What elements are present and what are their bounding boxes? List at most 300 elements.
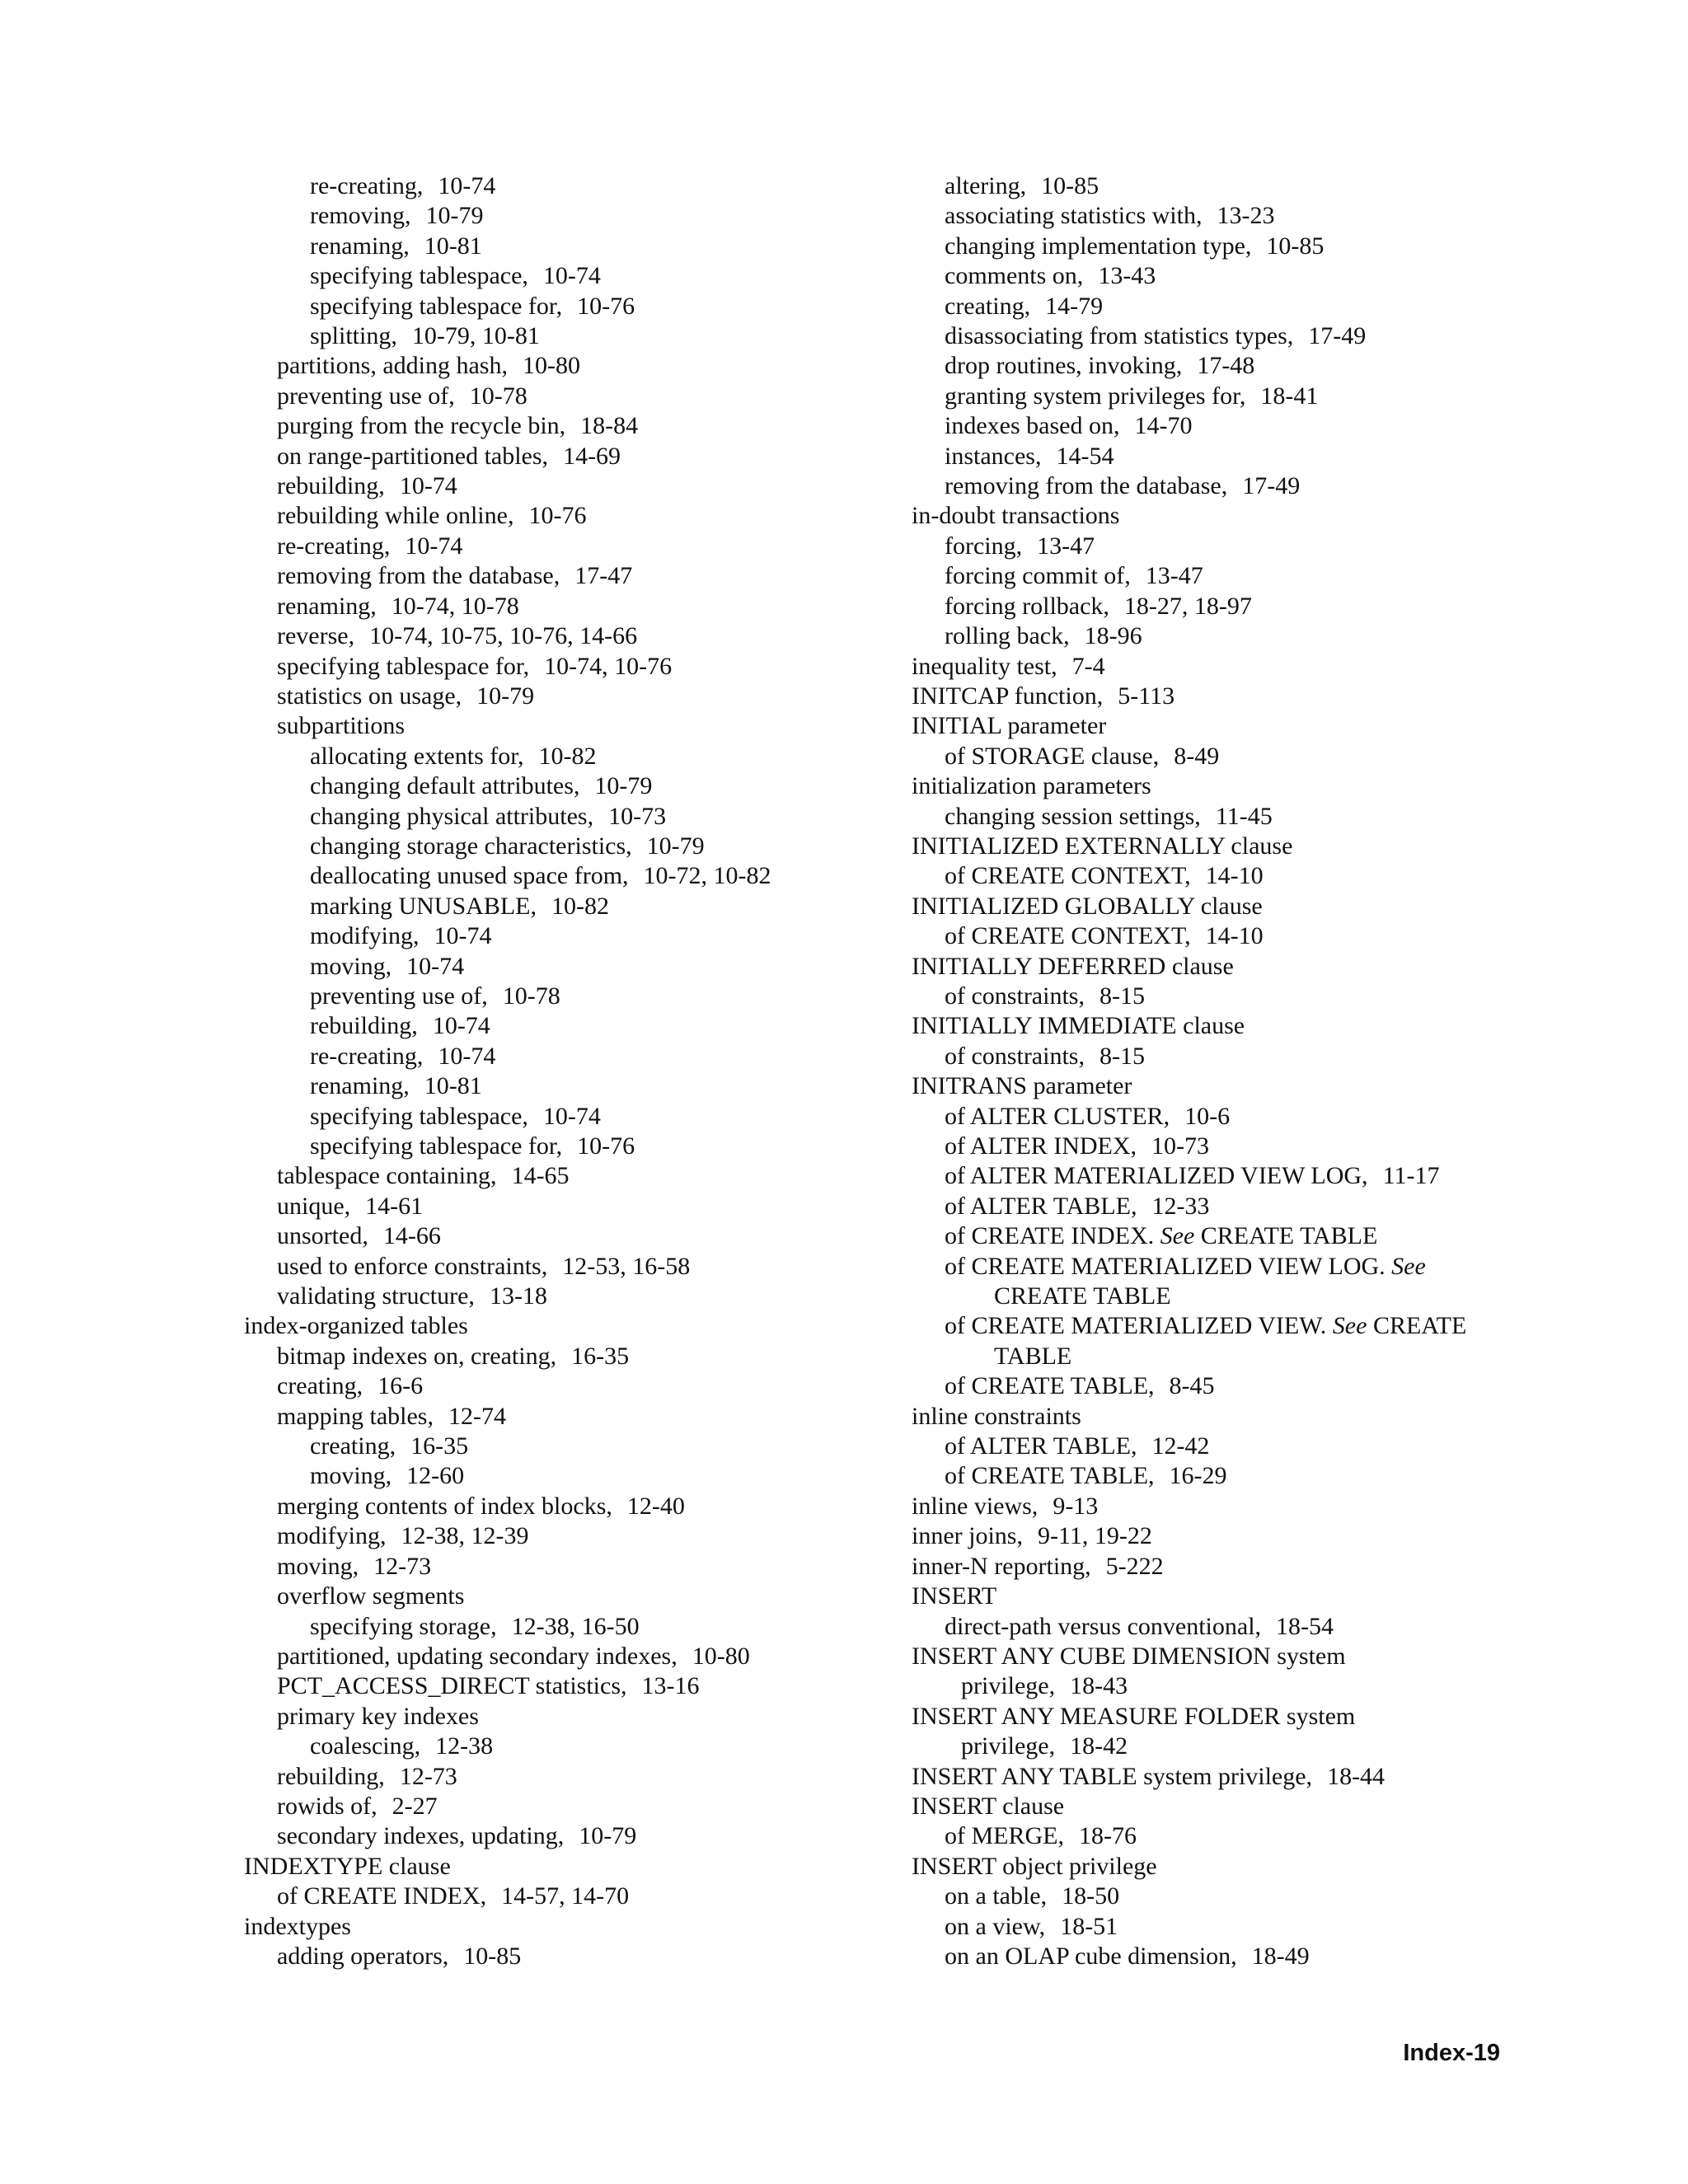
page-references: 10-80	[522, 352, 580, 380]
see-reference-label: See	[1160, 1222, 1195, 1250]
index-entry	[244, 321, 870, 351]
index-entry	[244, 471, 870, 501]
page-references: 12-53, 16-58	[562, 1252, 691, 1280]
index-entry	[244, 1252, 870, 1282]
page-references: 14-10	[1205, 922, 1264, 950]
index-entry	[912, 1492, 1538, 1521]
index-entry	[244, 742, 870, 771]
index-term: privilege,	[961, 1732, 1056, 1760]
page-references: 16-35	[410, 1432, 469, 1460]
index-term: rolling back,	[945, 622, 1070, 650]
index-entry	[244, 532, 870, 561]
index-term: modifying,	[310, 922, 420, 950]
index-term: inline views,	[912, 1492, 1039, 1520]
page-references: 10-79	[646, 832, 705, 860]
index-term: merging contents of index blocks,	[277, 1492, 612, 1520]
index-entry	[912, 1221, 1538, 1251]
index-term: creating,	[310, 1432, 396, 1460]
page-references: 10-6	[1184, 1102, 1231, 1130]
index-entry	[244, 1311, 870, 1341]
page-references: 10-74, 10-76	[544, 652, 673, 680]
index-entry	[244, 802, 870, 832]
index-term: specifying tablespace,	[310, 1102, 528, 1130]
index-term: renaming,	[310, 1072, 410, 1100]
index-term: of constraints,	[945, 982, 1085, 1010]
index-term: changing default attributes,	[310, 772, 580, 800]
index-term: marking UNUSABLE,	[310, 892, 537, 920]
index-term: moving,	[310, 1462, 392, 1490]
index-entry	[244, 171, 870, 201]
index-entry	[912, 471, 1538, 501]
index-entry	[244, 1702, 870, 1732]
index-entry	[912, 711, 1538, 741]
index-entry	[912, 1702, 1538, 1732]
index-entry	[912, 1042, 1538, 1071]
index-entry	[912, 351, 1538, 381]
index-term: modifying,	[277, 1522, 387, 1550]
page-references: 10-78	[502, 982, 560, 1010]
index-term: bitmap indexes on, creating,	[277, 1342, 557, 1370]
index-term: subpartitions	[277, 712, 405, 740]
index-entry	[912, 321, 1538, 351]
page-references: 12-38, 16-50	[511, 1612, 640, 1640]
index-entry	[912, 1882, 1538, 1911]
page-references: 18-27, 18-97	[1123, 592, 1252, 620]
page-references: 13-23	[1217, 202, 1275, 230]
index-entry	[244, 1792, 870, 1821]
index-term: removing from the database,	[277, 562, 560, 590]
index-term: mapping tables,	[277, 1402, 434, 1430]
index-term: of CREATE INDEX.	[945, 1222, 1155, 1250]
index-entry	[912, 1402, 1538, 1432]
index-entry	[244, 1342, 870, 1371]
index-term: overflow segments	[277, 1582, 465, 1610]
index-term: INITIALLY DEFERRED clause	[912, 952, 1234, 980]
index-entry	[912, 952, 1538, 982]
page-references: 14-61	[365, 1192, 424, 1220]
page-references: 10-79	[476, 682, 535, 710]
index-term: secondary indexes, updating,	[277, 1822, 565, 1850]
index-term: granting system privileges for,	[945, 382, 1246, 410]
index-term: in-doubt transactions	[912, 502, 1120, 530]
index-entry	[244, 1882, 870, 1911]
index-term: indextypes	[244, 1912, 351, 1940]
page-references: 5-113	[1118, 682, 1175, 710]
page-references: 18-54	[1276, 1612, 1334, 1640]
index-term: initialization parameters	[912, 772, 1151, 800]
page-references: 18-51	[1060, 1912, 1118, 1940]
index-entry	[912, 1192, 1538, 1221]
index-term: of CREATE CONTEXT,	[945, 862, 1191, 890]
index-entry	[912, 1732, 1538, 1761]
page-references: 10-79	[425, 202, 484, 230]
page-references: 12-74	[448, 1402, 506, 1430]
index-term: tablespace containing,	[277, 1162, 497, 1190]
page-references: 10-74, 10-75, 10-76, 14-66	[369, 622, 638, 650]
page-references: 12-73	[373, 1552, 432, 1580]
index-entry	[244, 1132, 870, 1161]
index-entry	[912, 411, 1538, 441]
index-entry	[244, 1492, 870, 1521]
index-entry	[912, 1852, 1538, 1882]
index-entry	[244, 261, 870, 291]
index-term: INSERT ANY TABLE system privilege,	[912, 1762, 1313, 1790]
index-entry	[912, 742, 1538, 771]
page-references: 10-82	[538, 742, 597, 770]
page-references: 10-74	[542, 262, 601, 290]
index-term: of CREATE MATERIALIZED VIEW.	[945, 1312, 1327, 1340]
page-references: 10-73	[1151, 1132, 1210, 1160]
index-entry	[244, 411, 870, 441]
index-term: rowids of,	[277, 1792, 377, 1820]
index-term: of MERGE,	[945, 1822, 1064, 1850]
index-entry	[244, 652, 870, 682]
page-references: 10-79	[579, 1822, 637, 1850]
index-entry	[244, 1612, 870, 1642]
index-entry	[244, 592, 870, 621]
index-term: INSERT clause	[912, 1792, 1065, 1820]
index-entry	[912, 1552, 1538, 1582]
index-term: preventing use of,	[277, 382, 455, 410]
index-entry	[244, 1521, 870, 1551]
page-references: 10-85	[463, 1942, 522, 1970]
page-references: 10-74, 10-78	[391, 592, 519, 620]
page-references: 10-79, 10-81	[411, 322, 540, 350]
page-references: 12-73	[399, 1762, 457, 1790]
page-references: 12-33	[1151, 1192, 1210, 1220]
index-term: rebuilding,	[277, 472, 385, 500]
index-entry	[244, 1912, 870, 1942]
index-entry	[912, 1252, 1538, 1282]
index-entry	[912, 1371, 1538, 1401]
index-entry	[912, 1132, 1538, 1161]
index-entry	[244, 711, 870, 741]
page-references: 13-16	[641, 1672, 700, 1700]
index-term: adding operators,	[277, 1942, 449, 1970]
index-term: of CREATE INDEX,	[277, 1882, 487, 1910]
page-references: 10-81	[424, 1072, 482, 1100]
index-entry	[912, 1311, 1538, 1341]
page-references: 14-66	[382, 1222, 441, 1250]
page-references: 10-81	[424, 232, 482, 260]
index-entry	[912, 892, 1538, 921]
index-term: index-organized tables	[244, 1312, 468, 1340]
index-term: of CREATE MATERIALIZED VIEW LOG.	[945, 1252, 1386, 1280]
index-term: rebuilding,	[277, 1762, 385, 1790]
page-references: 12-42	[1151, 1432, 1210, 1460]
index-entry	[912, 1161, 1538, 1191]
index-entry	[912, 201, 1538, 231]
index-entry	[244, 892, 870, 921]
index-term: changing implementation type,	[945, 232, 1252, 260]
index-entry	[244, 861, 870, 891]
index-term: inline constraints	[912, 1402, 1081, 1430]
index-entry	[244, 1762, 870, 1792]
index-term: on a table,	[945, 1882, 1048, 1910]
index-entry	[912, 1342, 1538, 1371]
index-entry	[244, 1942, 870, 1971]
page-references: 13-47	[1037, 532, 1095, 560]
index-entry	[912, 1582, 1538, 1611]
index-term: inequality test,	[912, 652, 1057, 680]
index-entry	[912, 1762, 1538, 1792]
index-entry	[244, 561, 870, 591]
page-references: 8-45	[1169, 1372, 1215, 1400]
index-entry	[244, 1552, 870, 1582]
index-entry	[244, 382, 870, 411]
page-references: 7-4	[1071, 652, 1105, 680]
page-references: 18-44	[1327, 1762, 1386, 1790]
index-term: changing session settings,	[945, 802, 1201, 830]
index-term: specifying tablespace,	[310, 262, 528, 290]
index-entry	[244, 1852, 870, 1882]
index-entry	[912, 592, 1538, 621]
index-entry	[912, 171, 1538, 201]
index-term: renaming,	[277, 592, 377, 620]
page-references: 9-11, 19-22	[1038, 1522, 1152, 1550]
page-references: 8-15	[1099, 1042, 1145, 1070]
index-term: INITIALLY IMMEDIATE clause	[912, 1012, 1245, 1040]
page-references: 16-35	[571, 1342, 630, 1370]
index-entry	[912, 532, 1538, 561]
index-term: INSERT	[912, 1582, 997, 1610]
index-term: INDEXTYPE clause	[244, 1852, 451, 1880]
page-references: 10-76	[577, 292, 635, 320]
index-entry	[244, 921, 870, 951]
index-entry	[244, 1821, 870, 1851]
page-references: 12-38, 12-39	[401, 1522, 529, 1550]
index-term: disassociating from statistics types,	[945, 322, 1294, 350]
index-entry	[244, 1161, 870, 1191]
index-term: INITIAL parameter	[912, 712, 1107, 740]
index-entry	[244, 952, 870, 982]
index-term: reverse,	[277, 622, 355, 650]
index-entry	[912, 682, 1538, 711]
index-entry	[244, 501, 870, 531]
index-term: indexes based on,	[945, 412, 1120, 440]
index-term: removing,	[310, 202, 411, 230]
index-entry	[244, 1402, 870, 1432]
index-term: of ALTER MATERIALIZED VIEW LOG,	[945, 1162, 1368, 1190]
index-entry	[244, 232, 870, 261]
page-references: 14-54	[1056, 442, 1114, 470]
page-references: 2-27	[392, 1792, 438, 1820]
index-entry	[244, 1011, 870, 1041]
index-term: preventing use of,	[310, 982, 488, 1010]
index-term: creating,	[277, 1372, 363, 1400]
see-reference-target: CREATE TABLE	[1200, 1222, 1378, 1250]
index-term: INITIALIZED EXTERNALLY clause	[912, 832, 1293, 860]
page-references: 10-85	[1041, 172, 1100, 199]
index-term: comments on,	[945, 262, 1084, 290]
page-references: 10-76	[528, 502, 587, 530]
index-entry	[912, 382, 1538, 411]
page-references: 10-74	[434, 922, 492, 950]
index-term: CREATE TABLE	[994, 1282, 1171, 1310]
page-references: 8-49	[1174, 742, 1220, 770]
index-entry	[912, 652, 1538, 682]
page-references: 10-85	[1266, 232, 1325, 260]
index-term: purging from the recycle bin,	[277, 412, 566, 440]
index-term: coalescing,	[310, 1732, 421, 1760]
index-entry	[244, 1042, 870, 1071]
index-entry	[244, 201, 870, 231]
index-term: on a view,	[945, 1912, 1046, 1940]
index-entry	[912, 1821, 1538, 1851]
index-term: changing physical attributes,	[310, 802, 594, 830]
index-term: INITCAP function,	[912, 682, 1104, 710]
index-term: forcing,	[945, 532, 1023, 560]
page-references: 10-72, 10-82	[643, 862, 771, 890]
page-references: 13-43	[1098, 262, 1156, 290]
page-references: 18-49	[1251, 1942, 1310, 1970]
page-references: 18-76	[1079, 1822, 1137, 1850]
index-term: direct-path versus conventional,	[945, 1612, 1262, 1640]
index-entry	[912, 982, 1538, 1011]
page-references: 17-47	[574, 562, 633, 590]
index-entry	[912, 232, 1538, 261]
index-entry	[244, 982, 870, 1011]
index-term: on range-partitioned tables,	[277, 442, 549, 470]
page-references: 10-74	[406, 952, 465, 980]
index-entry	[912, 501, 1538, 531]
page-references: 8-15	[1099, 982, 1145, 1010]
index-entry	[912, 771, 1538, 801]
page-references: 14-10	[1205, 862, 1264, 890]
page-references: 16-29	[1169, 1462, 1227, 1490]
page-references: 10-74	[405, 532, 463, 560]
page-references: 18-96	[1084, 622, 1142, 650]
index-entry	[244, 1432, 870, 1461]
page-references: 17-48	[1197, 352, 1255, 380]
index-term: privilege,	[961, 1672, 1056, 1700]
index-entry	[244, 1282, 870, 1311]
index-term: PCT_ACCESS_DIRECT statistics,	[277, 1672, 627, 1700]
page-references: 14-57, 14-70	[501, 1882, 630, 1910]
index-entry	[244, 442, 870, 471]
page-references: 17-49	[1308, 322, 1367, 350]
index-term: unsorted,	[277, 1222, 368, 1250]
index-term: partitions, adding hash,	[277, 352, 508, 380]
page-number: Index-19	[1403, 2040, 1500, 2066]
page-references: 10-74	[542, 1102, 601, 1130]
index-term: INITRANS parameter	[912, 1072, 1132, 1100]
index-term: statistics on usage,	[277, 682, 462, 710]
index-term: associating statistics with,	[945, 202, 1203, 230]
index-term: moving,	[277, 1552, 359, 1580]
index-column-right	[912, 171, 1538, 1971]
page-references: 16-6	[377, 1372, 424, 1400]
index-term: TABLE	[994, 1342, 1072, 1370]
index-entry	[912, 292, 1538, 321]
index-entry	[244, 682, 870, 711]
index-entry	[912, 1521, 1538, 1551]
index-entry	[912, 1912, 1538, 1942]
page-references: 9-13	[1053, 1492, 1099, 1520]
index-entry	[244, 1642, 870, 1671]
index-entry	[912, 621, 1538, 651]
index-term: forcing commit of,	[945, 562, 1131, 590]
page-references: 12-40	[626, 1492, 685, 1520]
page-references: 5-222	[1105, 1552, 1164, 1580]
index-term: validating structure,	[277, 1282, 475, 1310]
index-entry	[912, 921, 1538, 951]
index-term: changing storage characteristics,	[310, 832, 632, 860]
index-term: deallocating unused space from,	[310, 862, 629, 890]
index-entry	[244, 292, 870, 321]
see-reference-target: CREATE	[1372, 1312, 1467, 1340]
page-references: 18-42	[1070, 1732, 1128, 1760]
index-term: of CREATE TABLE,	[945, 1462, 1155, 1490]
index-entry	[912, 832, 1538, 861]
page-references: 14-69	[563, 442, 621, 470]
page-references: 10-74	[438, 1042, 496, 1070]
page-references: 13-18	[489, 1282, 547, 1310]
see-reference-label: See	[1332, 1312, 1367, 1340]
page-references: 14-70	[1134, 412, 1193, 440]
page-references: 10-74	[432, 1012, 490, 1040]
index-entry	[912, 1612, 1538, 1642]
index-term: forcing rollback,	[945, 592, 1109, 620]
page-references: 10-78	[469, 382, 528, 410]
index-term: rebuilding while online,	[277, 502, 514, 530]
index-term: renaming,	[310, 232, 410, 260]
index-term: used to enforce constraints,	[277, 1252, 548, 1280]
index-term: of constraints,	[945, 1042, 1085, 1070]
index-term: instances,	[945, 442, 1042, 470]
index-entry	[244, 621, 870, 651]
index-entry	[244, 771, 870, 801]
see-reference-label: See	[1391, 1252, 1426, 1280]
index-entry	[912, 861, 1538, 891]
index-term: INSERT ANY CUBE DIMENSION system	[912, 1642, 1346, 1670]
index-term: of ALTER INDEX,	[945, 1132, 1137, 1160]
index-term: on an OLAP cube dimension,	[945, 1942, 1237, 1970]
page-references: 11-45	[1215, 802, 1273, 830]
index-entry	[244, 1071, 870, 1101]
page-references: 10-74	[399, 472, 457, 500]
index-entry	[912, 261, 1538, 291]
index-term: of CREATE TABLE,	[945, 1372, 1155, 1400]
index-entry	[244, 1732, 870, 1761]
index-column-left	[244, 171, 870, 1971]
index-entry	[912, 1011, 1538, 1041]
index-entry	[244, 1671, 870, 1701]
index-term: re-creating,	[310, 1042, 424, 1070]
index-term: of ALTER TABLE,	[945, 1432, 1137, 1460]
index-term: inner joins,	[912, 1522, 1023, 1550]
page-references: 14-65	[511, 1162, 570, 1190]
index-entry	[244, 832, 870, 861]
page-references: 18-84	[580, 412, 639, 440]
index-term: INSERT ANY MEASURE FOLDER system	[912, 1702, 1356, 1730]
index-term: INITIALIZED GLOBALLY clause	[912, 892, 1263, 920]
index-term: re-creating,	[277, 532, 391, 560]
page-references: 13-47	[1145, 562, 1203, 590]
page-references: 10-74	[438, 172, 496, 199]
index-term: altering,	[945, 172, 1027, 199]
index-term: primary key indexes	[277, 1702, 479, 1730]
index-entry	[244, 1102, 870, 1132]
page-references: 12-38	[435, 1732, 494, 1760]
index-term: of CREATE CONTEXT,	[945, 922, 1191, 950]
index-entry	[912, 1432, 1538, 1461]
page-references: 12-60	[406, 1462, 465, 1490]
index-entry	[912, 1071, 1538, 1101]
index-term: re-creating,	[310, 172, 424, 199]
index-entry	[912, 1282, 1538, 1311]
index-entry	[244, 1221, 870, 1251]
